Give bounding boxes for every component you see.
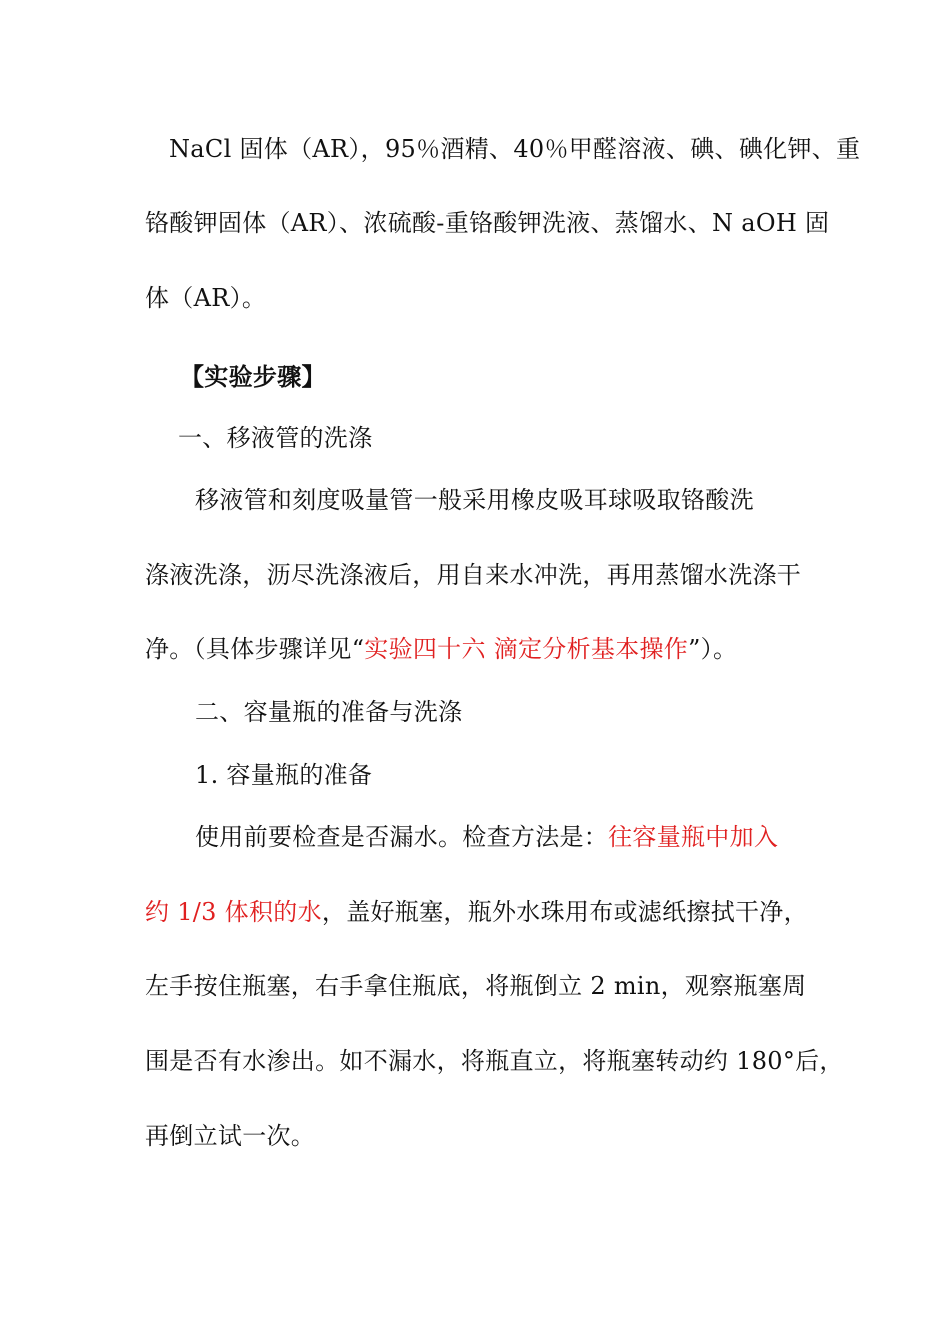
section1-line-3 bbox=[145, 633, 737, 665]
section2-line-1 bbox=[195, 821, 778, 853]
section2-title: 二、容量瓶的准备与洗涤 bbox=[195, 698, 463, 726]
materials-line-2: 铬酸钾固体（AR）、浓硫酸-重铬酸钾洗液、蒸馏水、N aOH 固 bbox=[145, 209, 830, 237]
section1-line-3-prefix: 净。（具体步骤详见“ bbox=[145, 635, 365, 663]
steps-heading: 【实验步骤】 bbox=[180, 363, 326, 391]
experiment-reference: 实验四十六 滴定分析基本操作 bbox=[364, 635, 689, 663]
section2-subtitle: 1. 容量瓶的准备 bbox=[195, 761, 373, 789]
section2-line-5: 再倒立试一次。 bbox=[145, 1122, 316, 1150]
section2-line-1-text: 使用前要检查是否漏水。检查方法是： bbox=[195, 823, 609, 851]
section1-title: 一、移液管的洗涤 bbox=[178, 424, 373, 452]
section2-line-3: 左手按住瓶塞，右手拿住瓶底，将瓶倒立 2 min，观察瓶塞周 bbox=[145, 972, 807, 1000]
section1-line-3-suffix: ”）。 bbox=[688, 635, 738, 663]
section2-line-4: 围是否有水渗出。如不漏水，将瓶直立，将瓶塞转动约 180°后， bbox=[145, 1047, 844, 1075]
materials-line-1: NaCl 固体（AR），95％酒精、40％甲醛溶液、碘、碘化钾、重 bbox=[169, 135, 861, 163]
section2-line-2 bbox=[145, 896, 808, 928]
section2-line-2-highlight: 约 1/3 体积的水 bbox=[145, 898, 322, 926]
section2-line-2-text: ，盖好瓶塞，瓶外水珠用布或滤纸擦拭干净， bbox=[321, 898, 808, 926]
section1-line-2: 涤液洗涤，沥尽洗涤液后，用自来水冲洗，再用蒸馏水洗涤干 bbox=[145, 561, 802, 589]
materials-line-3: 体（AR）。 bbox=[145, 284, 267, 312]
section2-line-1-highlight: 往容量瓶中加入 bbox=[608, 823, 779, 851]
section1-line-1: 移液管和刻度吸量管一般采用橡皮吸耳球吸取铬酸洗 bbox=[195, 486, 754, 514]
